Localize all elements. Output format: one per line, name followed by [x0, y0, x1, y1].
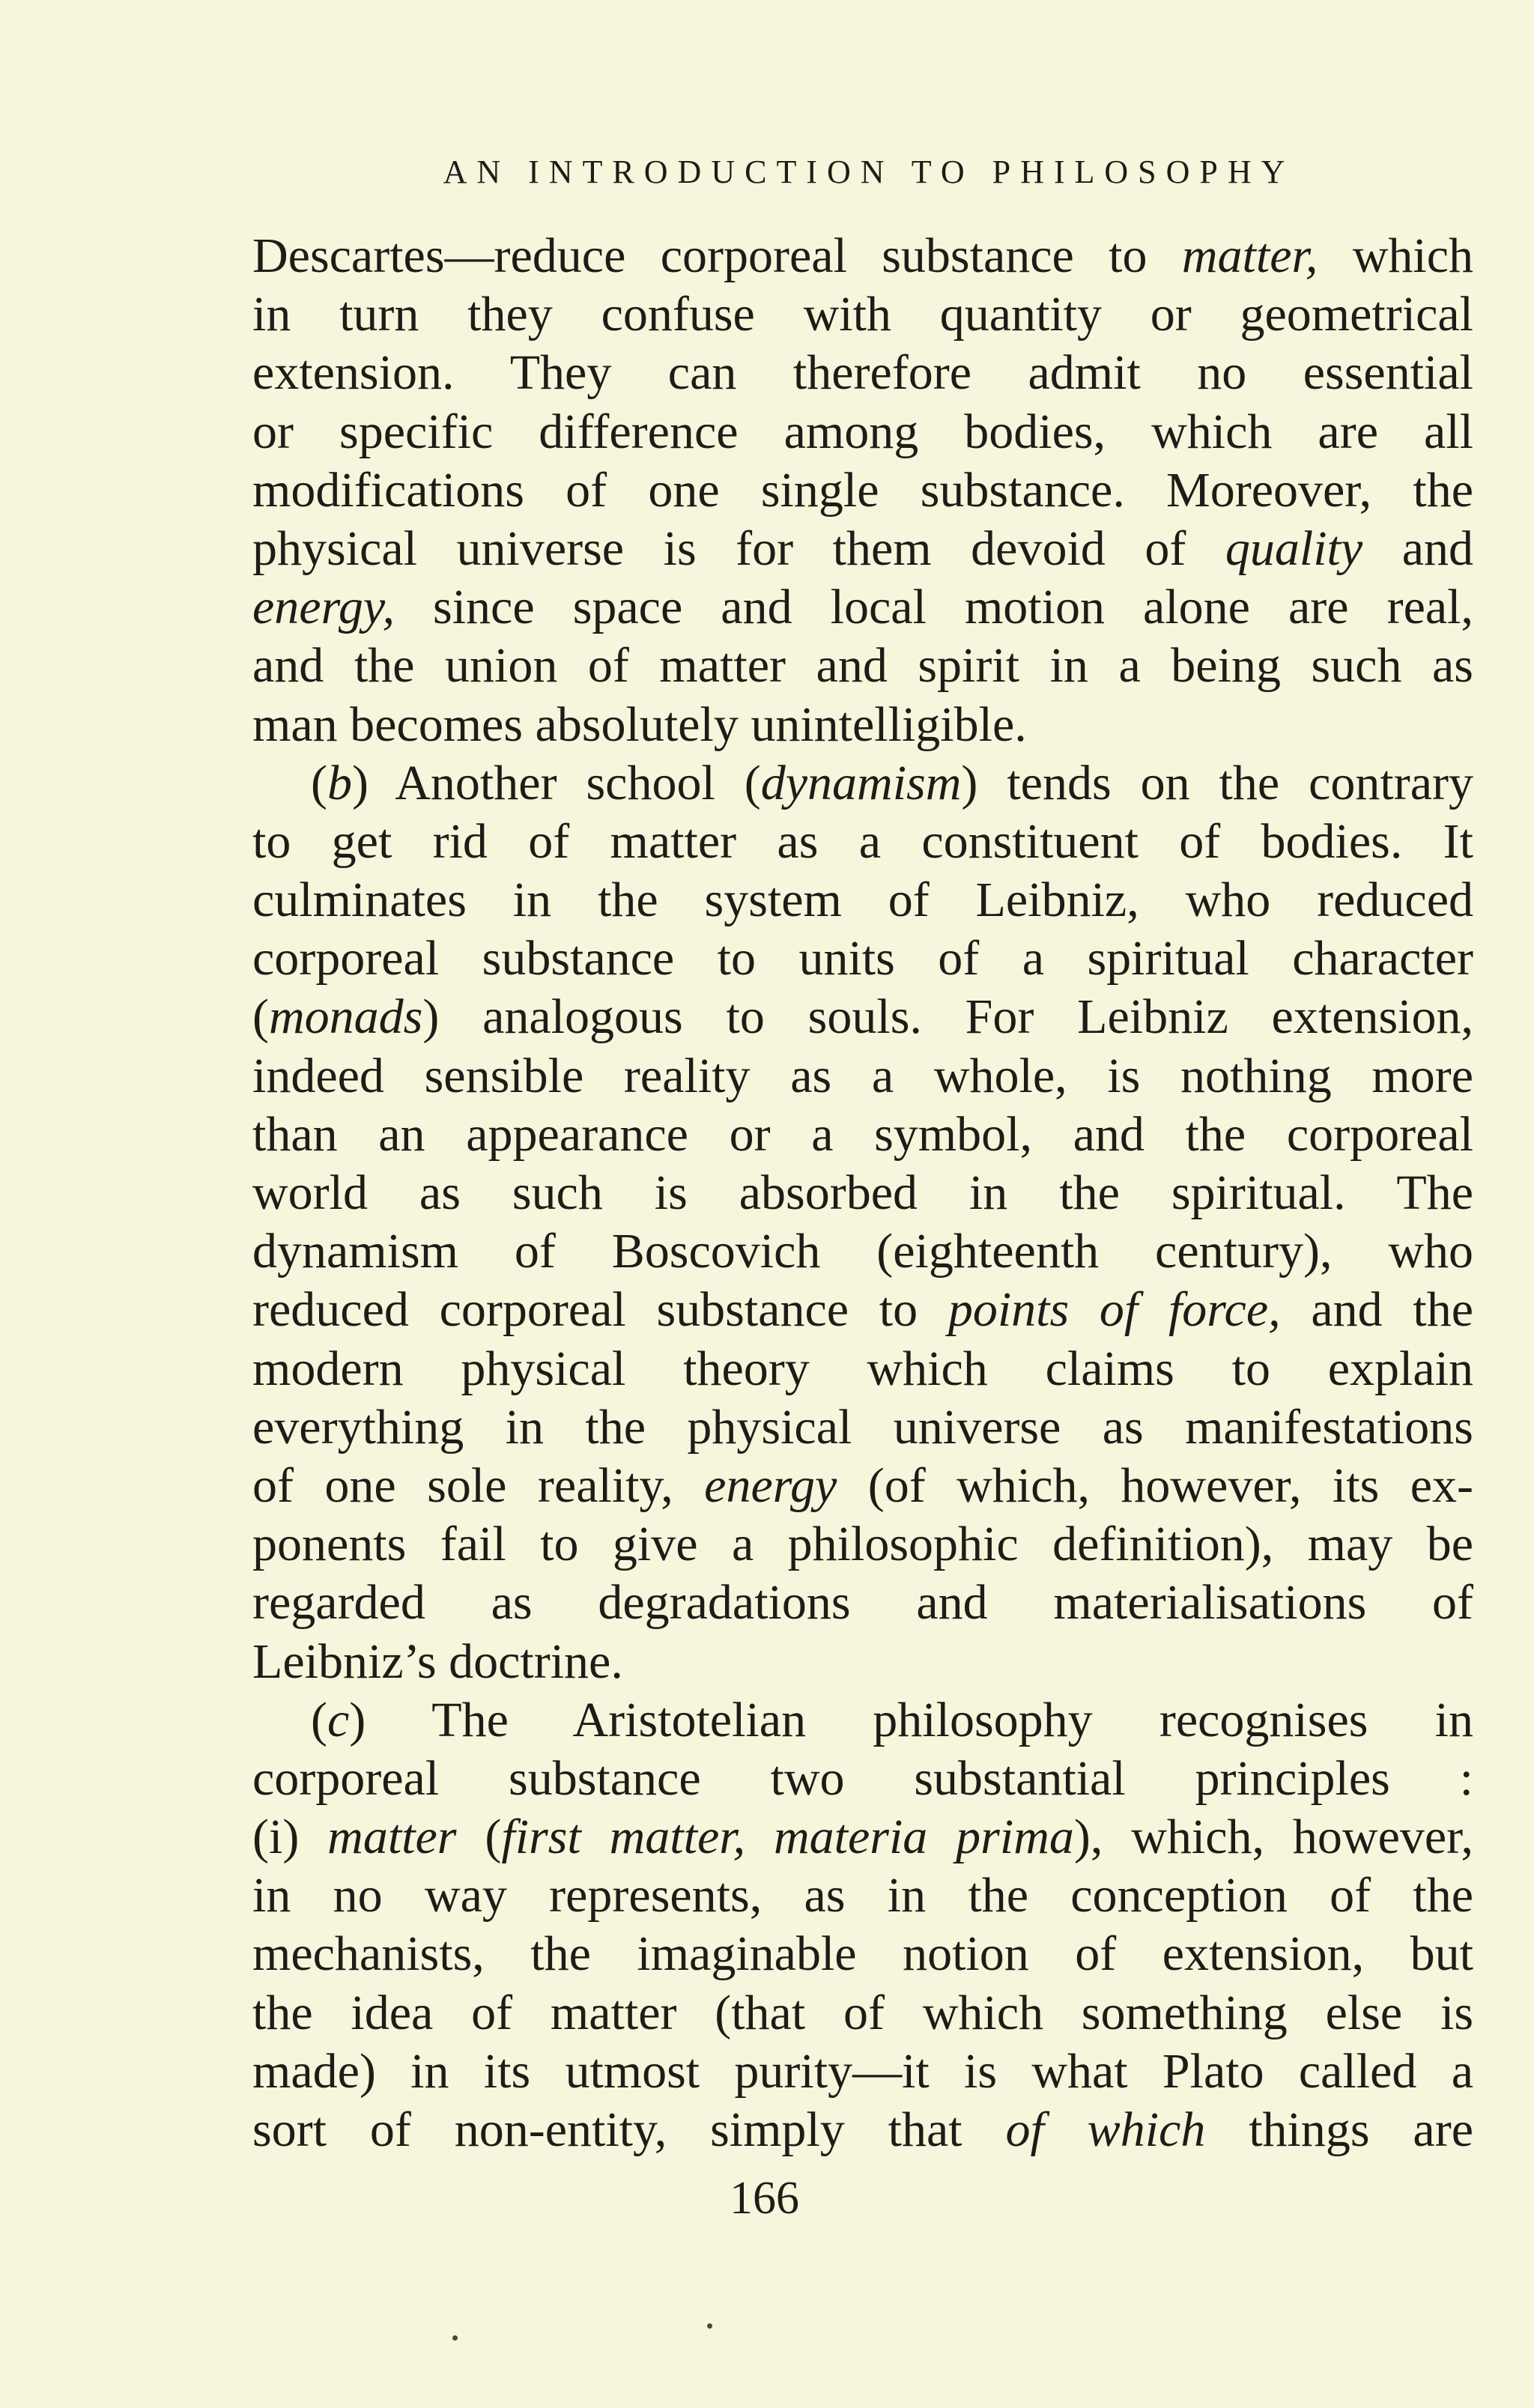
running-head: AN INTRODUCTION TO PHILOSOPHY	[443, 154, 1295, 190]
italic-text: points of force,	[948, 1282, 1281, 1338]
text-run: (of which, however, its ex-	[837, 1458, 1473, 1513]
text-line	[252, 2042, 1473, 2101]
text-run: extension. They can therefore admit no essential	[252, 345, 1473, 401]
italic-text: energy	[704, 1458, 837, 1513]
text-line	[252, 1866, 1473, 1925]
text-run: regarded as degradations and materialisations of	[252, 1575, 1473, 1631]
text-run: indeed sensible reality as a whole, is nothing more	[252, 1048, 1473, 1103]
text-run: ), which, however,	[1073, 1810, 1473, 1865]
text-run: corporeal substance to units of a spiritual character	[252, 931, 1473, 986]
text-run: in no way represents, as in the conception of the	[252, 1868, 1473, 1923]
text-run: (	[456, 1810, 502, 1865]
text-run: (i)	[252, 1810, 328, 1865]
text-run: modern physical theory which claims to explain	[252, 1341, 1473, 1396]
page-number: 166	[730, 2173, 799, 2224]
text-run: of one sole reality,	[252, 1458, 705, 1513]
text-line	[252, 1398, 1473, 1457]
text-line	[252, 1515, 1473, 1574]
print-speck	[707, 2323, 712, 2329]
text-line	[252, 403, 1473, 461]
text-line	[252, 2101, 1473, 2159]
text-run: culminates in the system of Leibniz, who reduced	[252, 873, 1473, 928]
text-run: or specific difference among bodies, which are all	[252, 404, 1473, 459]
text-line	[252, 1984, 1473, 2042]
italic-text: matter,	[1181, 228, 1318, 283]
text-run: modifications of one single substance. Moreover, the	[252, 462, 1473, 518]
text-line	[252, 1633, 1473, 1691]
text-run: and	[1362, 521, 1473, 576]
italic-text: energy,	[252, 580, 395, 635]
text-line	[252, 1281, 1473, 1339]
text-run: which	[1318, 228, 1473, 283]
text-run: made) in its utmost purity—it is what Plato called a	[252, 2043, 1473, 2099]
text-line	[252, 227, 1473, 285]
italic-text: dynamism	[760, 755, 962, 810]
text-line	[252, 344, 1473, 402]
text-line	[252, 1222, 1473, 1281]
text-run: (	[311, 755, 327, 810]
text-line	[252, 929, 1473, 988]
italic-text: monads	[268, 989, 423, 1045]
text-run: corporeal substance two substantial principles :	[252, 1750, 1473, 1806]
text-line	[252, 1750, 1473, 1808]
paragraph	[252, 754, 1473, 1691]
text-line	[252, 754, 1473, 813]
text-run: things are	[1205, 2102, 1473, 2157]
italic-text: first matter, materia prima	[501, 1810, 1074, 1865]
text-run: (	[252, 989, 269, 1045]
text-line	[252, 1106, 1473, 1164]
body-text	[252, 227, 1473, 2159]
italic-text: c	[327, 1692, 350, 1747]
text-run: since space and local motion alone are real,	[394, 580, 1473, 635]
text-line	[252, 578, 1473, 637]
text-run: man becomes absolutely unintelligible.	[252, 697, 1027, 752]
italic-text: matter	[327, 1810, 457, 1865]
italic-text: quality	[1225, 521, 1363, 576]
text-run: ) tends on the contrary	[961, 755, 1473, 810]
text-line	[252, 696, 1473, 754]
text-run: sort of non-entity, simply that	[252, 2102, 1006, 2157]
text-line	[252, 1340, 1473, 1398]
text-run: ) The Aristotelian philosophy recognises in	[349, 1692, 1473, 1747]
text-run: ponents fail to give a philosophic definition), may be	[252, 1517, 1473, 1572]
text-run: reduced corporeal substance to	[252, 1282, 948, 1338]
text-run: to get rid of matter as a constituent of bodies. It	[252, 813, 1473, 869]
text-line	[252, 285, 1473, 344]
text-run: everything in the physical universe as manifestations	[252, 1399, 1473, 1455]
paragraph	[252, 1691, 1473, 2160]
text-line	[252, 520, 1473, 578]
text-run: (	[311, 1692, 327, 1747]
text-line	[252, 1047, 1473, 1106]
text-run: Descartes—reduce corporeal substance to	[252, 228, 1182, 283]
text-line	[252, 1164, 1473, 1222]
text-line	[252, 1457, 1473, 1515]
text-line	[252, 871, 1473, 929]
text-line	[252, 1691, 1473, 1750]
text-line	[252, 1574, 1473, 1632]
text-line	[252, 1808, 1473, 1866]
text-line	[252, 637, 1473, 695]
text-run: the idea of matter (that of which something else is	[252, 1985, 1473, 2040]
text-run: dynamism of Boscovich (eighteenth century), who	[252, 1224, 1473, 1279]
text-run: mechanists, the imaginable notion of extension, but	[252, 1926, 1473, 1982]
paragraph	[252, 227, 1473, 754]
text-line	[252, 988, 1473, 1046]
text-run: ) analogous to souls. For Leibniz extension,	[422, 989, 1473, 1045]
text-line	[252, 461, 1473, 520]
text-run: Leibniz’s doctrine.	[252, 1634, 623, 1689]
text-run: ) Another school (	[351, 755, 761, 810]
text-run: in turn they confuse with quantity or geometrical	[252, 287, 1473, 342]
text-run: world as such is absorbed in the spiritual. The	[252, 1165, 1473, 1220]
text-run: and the union of matter and spirit in a being such as	[252, 638, 1473, 694]
text-run: and the	[1280, 1282, 1473, 1338]
text-line	[252, 1925, 1473, 1983]
italic-text: b	[327, 755, 352, 810]
text-run: physical universe is for them devoid of	[252, 521, 1225, 576]
print-speck	[452, 2335, 458, 2341]
text-line	[252, 813, 1473, 871]
text-run: than an appearance or a symbol, and the corporeal	[252, 1106, 1473, 1162]
italic-text: of which	[1005, 2102, 1206, 2157]
